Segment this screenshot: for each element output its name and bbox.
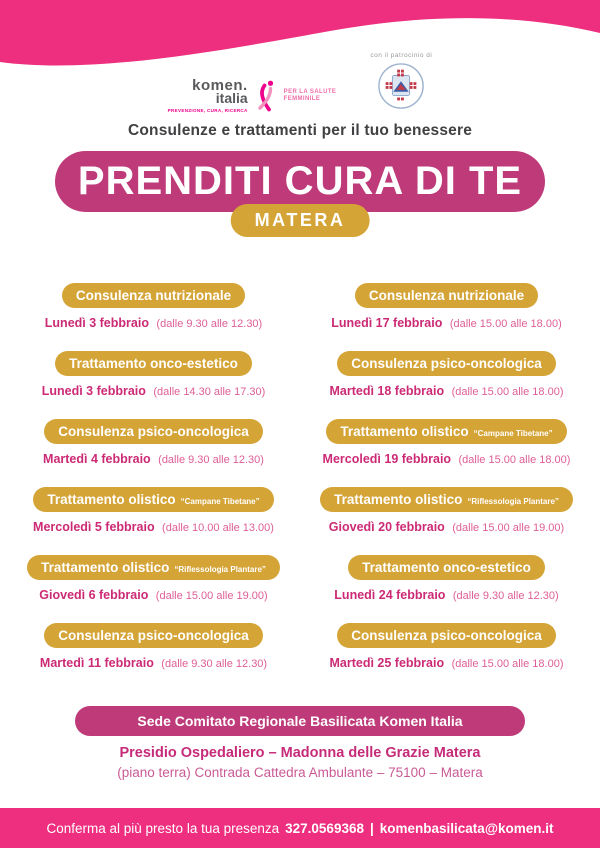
event-date [40,654,267,672]
treatment-pill [320,487,573,512]
treatment-pill [44,419,263,444]
event-time: (dalle 15.00 alle 18.00) [451,658,564,670]
treatment-pill [348,555,545,580]
footer-separator: | [369,820,374,836]
city-badge: MATERA [231,204,370,237]
event-day: Lunedì 3 febbraio [41,384,146,398]
treatment-pill [55,351,252,376]
event-day: Giovedì 6 febbraio [39,588,149,602]
treatment-name: Trattamento olistico [47,492,176,507]
treatment-name: Trattamento onco-estetico [362,560,531,575]
event-date [43,450,264,468]
schedule-entry [313,623,580,691]
event-day: Mercoledì 19 febbraio [322,452,452,466]
komen-tagline-line1: PER LA SALUTE [283,89,337,95]
schedule-entry [20,419,287,487]
footer-text: Conferma al più presto la tua presenza [46,820,280,836]
event-date [45,314,262,332]
komen-slogan: PREVENZIONE, CURA, RICERCA [167,108,248,113]
treatment-name: Consulenza psico-oncologica [58,424,249,439]
komen-tagline-line2: FEMMINILE [283,96,321,102]
schedule-entry [20,351,287,419]
schedule-entry [20,283,287,351]
event-day: Lunedì 17 febbraio [331,316,443,330]
treatment-note: “Riflessologia Plantare” [174,565,266,574]
event-time: (dalle 9.30 alle 12.30) [161,658,268,670]
venue-section [0,706,600,780]
treatment-pill [337,623,556,648]
komen-italia-logo [168,78,337,114]
event-date [334,586,558,604]
venue-address: (piano terra) Contrada Cattedra Ambulante – 75100 – Matera [117,765,483,780]
treatment-pill [33,487,273,512]
event-date [39,586,267,604]
flyer-subtitle: Consulenze e trattamenti per il tuo benessere [127,122,473,139]
venue-pill: Sede Comitato Regionale Basilicata Komen Italia [75,706,525,736]
event-day: Giovedì 20 febbraio [328,520,445,534]
page-title: PRENDITI CURA DI TE [77,159,523,203]
event-day: Lunedì 3 febbraio [44,316,149,330]
schedule-entry [313,351,580,419]
treatment-name: Consulenza psico-oncologica [351,628,542,643]
event-date [330,382,564,400]
event-day: Martedì 11 febbraio [39,656,154,670]
treatment-pill [337,351,556,376]
treatment-name: Consulenza psico-oncologica [351,356,542,371]
schedule-entry [20,555,287,623]
treatment-name: Trattamento onco-estetico [69,356,238,371]
treatment-pill [326,419,566,444]
event-day: Martedì 25 febbraio [329,656,445,670]
event-date [329,518,564,536]
schedule-entry [313,555,580,623]
treatment-note: “Riflessologia Plantare” [467,497,559,506]
treatment-name: Consulenza nutrizionale [368,288,525,303]
event-day: Lunedì 24 febbraio [334,588,446,602]
event-time: (dalle 15.00 alle 19.00) [155,590,268,602]
komen-wordmark [168,79,248,113]
email-address: komenbasilicata@komen.it [379,820,554,836]
treatment-pill [44,623,263,648]
event-date [331,314,562,332]
treatment-name: Trattamento olistico [41,560,170,575]
event-time: (dalle 15.00 alle 19.00) [452,522,565,534]
event-day: Mercoledì 5 febbraio [33,520,155,534]
komen-name-line2: italia [215,90,248,106]
event-day: Martedì 18 febbraio [329,384,445,398]
treatment-pill [62,283,245,308]
logos-row [0,52,600,114]
schedule-grid [20,283,580,691]
schedule-entry [20,623,287,691]
pink-ribbon-icon [254,78,278,114]
treatment-pill [27,555,280,580]
event-time: (dalle 9.30 alle 12.30) [156,318,263,330]
treatment-name: Trattamento olistico [340,424,469,439]
venue-name: Presidio Ospedaliero – Madonna delle Grazie Matera [119,745,481,761]
event-time: (dalle 9.30 alle 12.30) [452,590,559,602]
footer-bar [0,808,600,848]
treatment-name: Consulenza psico-oncologica [58,628,249,643]
event-time: (dalle 15.00 alle 18.00) [458,454,571,466]
schedule-entry [20,487,287,555]
event-time: (dalle 10.00 alle 13.00) [162,522,274,534]
event-time: (dalle 15.00 alle 18.00) [451,386,564,398]
event-day: Martedì 4 febbraio [43,452,151,466]
treatment-note: “Campane Tibetane” [473,429,553,438]
treatment-name: Trattamento olistico [334,492,463,507]
treatment-pill [355,283,538,308]
event-date [33,518,274,536]
title-banner [55,151,545,212]
patronage-block [370,52,432,110]
patronage-emblem-icon [377,62,425,110]
event-time: (dalle 14.30 alle 17.30) [153,386,266,398]
schedule-entry [313,419,580,487]
event-time: (dalle 15.00 alle 18.00) [449,318,562,330]
event-date [323,450,571,468]
treatment-name: Consulenza nutrizionale [75,288,232,303]
event-time: (dalle 9.30 alle 12.30) [158,454,264,466]
event-date [330,654,564,672]
phone-number: 327.0569368 [285,820,364,836]
treatment-note: “Campane Tibetane” [180,497,260,506]
schedule-entry [313,487,580,555]
patronage-label: con il patrocinio di [370,52,433,59]
komen-name-line1: komen. [192,77,248,94]
komen-tagline [284,89,337,103]
event-date [42,382,266,400]
schedule-entry [313,283,580,351]
